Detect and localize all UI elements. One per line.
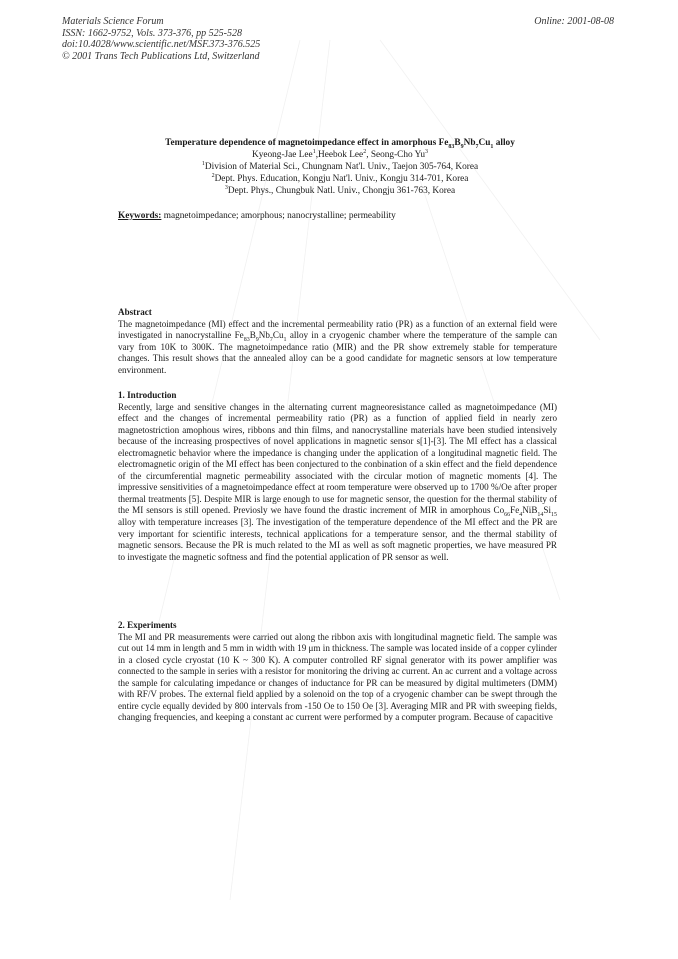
introduction-heading: 1. Introduction (118, 390, 177, 400)
doi-line: doi:10.4028/www.scientific.net/MSF.373-376.525 (62, 39, 261, 50)
copyright-line: © 2001 Trans Tech Publications Ltd, Switzerland (62, 50, 260, 62)
keywords-text: magnetoimpedance; amorphous; nanocrystalline; permeability (161, 211, 396, 221)
abstract-text: The magnetoimpedance (MI) effect and the incremental permeability ratio (PR) as a function of an external field were investigated in nanocrystalline $Fe_{83}B_9Nb_7Cu_1$ alloy in a cryogenic chamber where the temperature of the sample can vary from 10K to 300K. The magnetoimpedance ratio (MIR) and the PR show extremely stable for temperature changes. This result shows that the annealed alloy can be a good candidate for magnetic sensors at low temperature environment. (118, 318, 557, 375)
online-date: Online: 2001-08-08 (534, 16, 614, 27)
journal-name: Materials Science Forum (62, 16, 164, 27)
experiments-heading: 2. Experiments (118, 620, 177, 630)
issn-line: ISSN: 1662-9752, Vols. 373-376, pp 525-528 (62, 27, 242, 39)
introduction-section (118, 390, 557, 563)
author-list: Kyeong-Jae Lee$^1$,Heebok Lee$^2$, Seong-Cho Yu$^3$ (252, 148, 428, 160)
experiments-text: The MI and PR measurements were carried out along the ribbon axis with longitudinal magnetic field. The sample was cut out 14 mm in length and 5 mm in width with 19 μm in thickness. The sample was located inside of a copper cylinder in a closed cycle cryostat (10 K ~ 300 K). A computer controlled RF signal generator with its power amplifier was connected to the sample in series with a resistor for monitoring the driving ac current. An ac current and a voltage across the sample for calculating impedance or changes of inductance for PR can be measured by digital multimeters (DMM) with RF/V probes. The external field applied by a solenoid on the top of a cryogenic chamber can be swept through the entire cycle equally devided by 800 intervals from -150 Oe to 150 Oe [3]. Averaging MIR and PR with sweeping fields, changing frequencies, and keeping a constant ac current were performed by a computer program. Because of capacitive (118, 631, 557, 723)
keywords-line (118, 211, 396, 221)
introduction-text: Recently, large and sensitive changes in the alternating current magneoresistance called as magnetoimpedance (MI) effect and the changes of incremental permeability ratio (PR) as a function of applied field in nearly zero magnetostriction amophous wires, ribbons and thin films, and nanocrystalline materials have been studied intensively because of the increasing prospectives of novel applications in magnetic sensor s[1]-[3]. The MI effect has a classical electromagnetic behavior where the impedance is changing under the application of a longitudinal magnetic field. The electromagnetic origin of the MI effect has been conjectured to the conbination of a skin effect and the field dependence of the circumferential magnetic permeability associated with the circular motion of magnetic moments [4]. The impressive sensitivities of a magnetoimpedance effect at room temperature were observed up to 1700 %/Oe after proper thermal treatments [5]. Despite MIR is large enough to use for magnetic sensor, the question for the thermal stability of the MI sensors is still opened. Previosly we have found the drastic increment of MIR in amorphous $Co_{66}Fe_4NiB_{14}Si_{15}$ alloy with temperature increases [3]. The investigation of the temperature dependence of the MI effect and the PR are very important for scientific interests, technical applications for a temperature sensor, and the thermal stability of magnetic sensors. Because the PR is much related to the MI as well as soft magnetic properties, we have measured PR to investigate the magnetic softness and find the potential application of PR sensor as well. (118, 401, 557, 562)
abstract-section (118, 307, 557, 376)
paper-title: Temperature dependence of magnetoimpedance effect in amorphous $Fe_{83}B_9Nb_7Cu_1$ alloy (165, 138, 515, 150)
affiliation-1: $^1$Division of Material Sci., Chungnam Nat'l. Univ., Taejon 305-764, Korea (201, 160, 479, 172)
affiliation-3: $^3$Dept. Phys., Chungbuk Natl. Univ., Chongju 361-763, Korea (224, 184, 456, 196)
affiliation-2: $^2$Dept. Phys. Education, Kongju Nat'l. Univ., Kongju 314-701, Korea (211, 172, 469, 184)
keywords-label: Keywords: (118, 211, 162, 221)
abstract-heading: Abstract (118, 307, 152, 317)
journal-header (62, 16, 260, 62)
experiments-section (118, 620, 557, 724)
